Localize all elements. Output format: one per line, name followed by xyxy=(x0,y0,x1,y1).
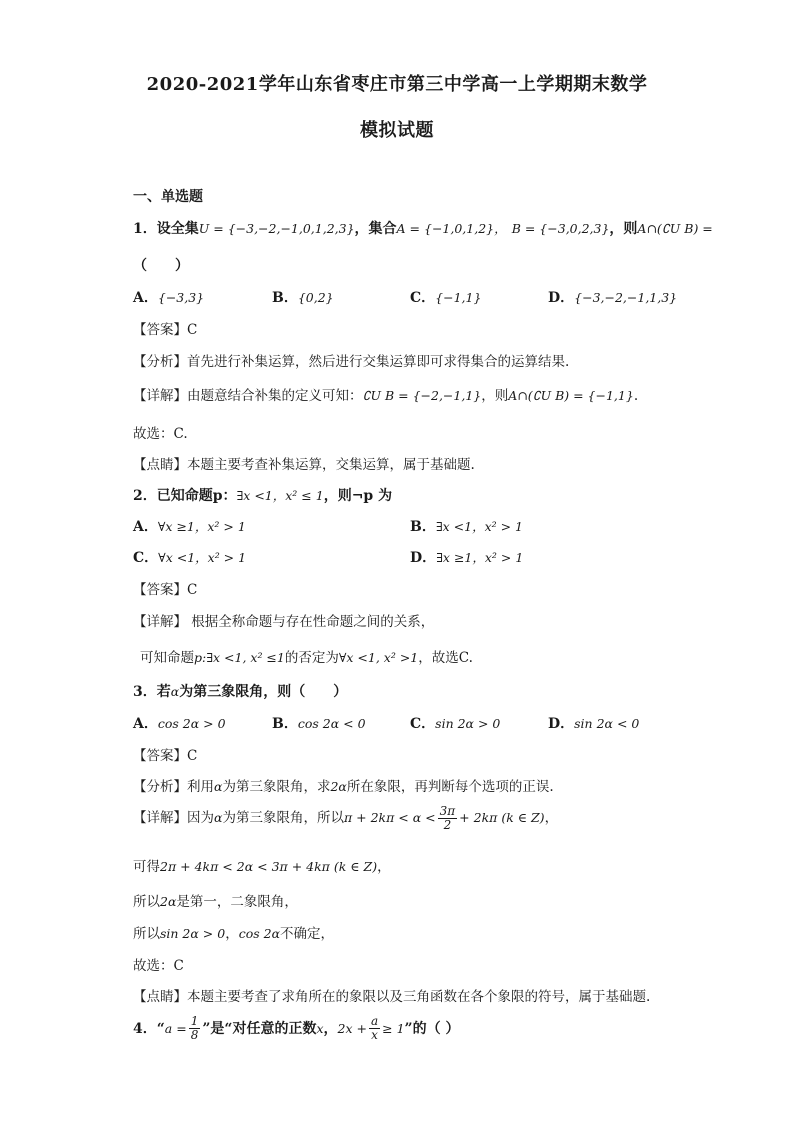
q1-option-d xyxy=(548,287,677,307)
q1-option-b xyxy=(272,287,334,307)
q3-option-a xyxy=(133,713,226,733)
q4-suffix: ”的（ ） xyxy=(404,1021,460,1037)
q4-math: x xyxy=(316,1021,324,1036)
q1-detail xyxy=(133,384,638,404)
q1-then: ，则 xyxy=(609,221,638,237)
q4-comma: ， xyxy=(323,1021,338,1037)
option-label: A． xyxy=(133,290,158,306)
analysis-math: 2α xyxy=(330,779,347,794)
detail-tag: 【详解】 xyxy=(133,614,187,630)
answer-value: C xyxy=(187,582,198,598)
comment-text: 本题主要考查了求角所在的象限以及三角函数在各个象限的符号，属于基础题. xyxy=(187,989,651,1005)
option-label: D． xyxy=(548,290,575,306)
option-label: C． xyxy=(410,290,436,306)
detail-text: 可得 xyxy=(133,859,160,875)
option-value: cos 2α > 0 xyxy=(157,716,226,731)
fraction-denominator: 2 xyxy=(443,818,452,832)
analysis-text: 为第三象限角，求 xyxy=(222,779,331,795)
option-value: ∀x <1，x² > 1 xyxy=(158,550,247,565)
analysis-tag: 【分析】 xyxy=(133,779,187,795)
detail-text: . xyxy=(633,388,639,404)
q3-alpha: α xyxy=(170,684,180,699)
analysis-text: 利用 xyxy=(187,779,214,795)
q3-line-2 xyxy=(133,855,391,875)
option-value: {−3,3} xyxy=(157,290,205,305)
fraction-numerator: 1 xyxy=(190,1014,199,1028)
q2-option-d xyxy=(410,547,523,567)
option-label: C． xyxy=(410,716,436,732)
section-header: 一、单选题 xyxy=(133,189,203,205)
detail-text: 所以 xyxy=(133,894,160,910)
q1-paren: （ ） xyxy=(133,258,189,274)
fraction-numerator: a xyxy=(370,1014,379,1028)
q3-detail xyxy=(133,805,558,832)
detail-math: ∀x <1, x² >1 xyxy=(338,650,419,665)
detail-text: ，故选C. xyxy=(418,650,473,666)
detail-text: 为第三象限角，所以 xyxy=(222,810,344,826)
fraction xyxy=(189,1015,201,1042)
answer-value: C xyxy=(187,322,198,338)
q1-set-u: U = {−3,−2,−1,0,1,2,3} xyxy=(198,221,355,236)
detail-text: 可知命题 xyxy=(140,650,194,666)
analysis-text: 所在象限，再判断每个选项的正误. xyxy=(346,779,554,795)
q1-set-b: B = {−3,0,2,3} xyxy=(511,221,610,236)
detail-text: 由题意结合补集的定义可知： xyxy=(187,388,363,404)
detail-math: sin 2α > 0 xyxy=(160,926,226,941)
detail-text: ， xyxy=(544,810,559,826)
detail-tag: 【详解】 xyxy=(133,810,187,826)
option-label: B． xyxy=(272,290,298,306)
q2-option-c xyxy=(133,547,246,567)
question-4-stem xyxy=(133,1015,459,1042)
option-label: B． xyxy=(272,716,298,732)
detail-tag: 【详解】 xyxy=(133,388,187,404)
q2-option-b xyxy=(410,516,523,536)
option-label: B． xyxy=(410,519,436,535)
fraction-denominator: x xyxy=(371,1028,378,1042)
fraction xyxy=(369,1015,380,1042)
option-label: A． xyxy=(133,519,158,535)
analysis-text: 首先进行补集运算，然后进行交集运算即可求得集合的运算结果. xyxy=(187,354,570,370)
option-value: cos 2α < 0 xyxy=(297,716,366,731)
q3-suffix: 为第三象限角，则（ ） xyxy=(179,684,348,700)
q3-line-3 xyxy=(133,890,298,910)
page-subtitle: 模拟试题 xyxy=(360,120,434,141)
option-label: D． xyxy=(410,550,437,566)
detail-text: ， xyxy=(225,926,239,942)
question-2-stem xyxy=(133,485,392,505)
comment-tag: 【点睛】 xyxy=(133,457,187,473)
detail-math: cos 2α xyxy=(238,926,281,941)
option-label: C． xyxy=(133,550,159,566)
q4-math: a = xyxy=(164,1021,187,1036)
detail-text: 所以 xyxy=(133,926,160,942)
q4-math: 2x + xyxy=(337,1021,367,1036)
detail-text: 不确定， xyxy=(280,926,335,942)
fraction-numerator: 3π xyxy=(439,804,456,818)
answer-tag: 【答案】 xyxy=(133,748,187,764)
comment-tag: 【点睛】 xyxy=(133,989,187,1005)
option-value: {−3,−2,−1,1,3} xyxy=(574,290,678,305)
q4-mid: ”是“对任意的正数 xyxy=(202,1021,317,1037)
q3-option-b xyxy=(272,713,366,733)
answer-tag: 【答案】 xyxy=(133,322,187,338)
answer-tag: 【答案】 xyxy=(133,582,187,598)
detail-math: α xyxy=(214,810,223,825)
detail-text: 根据全称命题与存在性命题之间的关系， xyxy=(191,614,435,630)
q3-answer xyxy=(133,744,197,764)
q1-choose: 故选：C. xyxy=(133,426,188,442)
q1-answer xyxy=(133,318,197,338)
q4-prefix: 4．“ xyxy=(133,1021,165,1037)
option-label: D． xyxy=(548,716,575,732)
option-value: {0,2} xyxy=(297,290,334,305)
option-value: ∀x ≥1，x² > 1 xyxy=(157,519,246,534)
detail-math: + 2kπ (k ∈ Z) xyxy=(459,810,545,825)
q3-comment xyxy=(133,985,650,1005)
detail-math: ∁U B = {−2,−1,1} xyxy=(362,388,482,403)
q1-comment xyxy=(133,453,475,473)
detail-math: π + 2kπ < α < xyxy=(343,810,436,825)
answer-value: C xyxy=(187,748,198,764)
analysis-math: α xyxy=(214,779,223,794)
page-title: 2020-2021学年山东省枣庄市第三中学高一上学期期末数学 xyxy=(146,74,648,95)
q2-prefix: 2．已知命题p： xyxy=(133,488,237,504)
detail-text: 是第一，二象限角， xyxy=(176,894,298,910)
fraction-denominator: 8 xyxy=(190,1028,199,1042)
analysis-tag: 【分析】 xyxy=(133,354,187,370)
q2-suffix: ，则¬p 为 xyxy=(323,488,393,504)
q1-option-a xyxy=(133,287,204,307)
q2-answer xyxy=(133,578,197,598)
comment-text: 本题主要考查补集运算，交集运算，属于基础题. xyxy=(187,457,475,473)
detail-math: p:∃x <1, x² ≤1 xyxy=(194,650,285,665)
option-value: ∃x ≥1，x² > 1 xyxy=(436,550,524,565)
q1-analysis xyxy=(133,350,569,370)
q2-detail-2 xyxy=(140,646,473,666)
option-value: ∃x <1，x² > 1 xyxy=(435,519,524,534)
q1-set-a: A = {−1,0,1,2}， xyxy=(396,221,507,236)
detail-text: 因为 xyxy=(187,810,214,826)
detail-text: ， xyxy=(377,859,391,875)
q2-detail xyxy=(133,610,434,630)
question-3-stem xyxy=(133,681,347,701)
q1-expr: A∩(∁U B) = xyxy=(637,221,713,236)
fraction xyxy=(438,805,458,832)
q3-option-c xyxy=(410,713,500,733)
option-label: A． xyxy=(133,716,158,732)
q3-choose: 故选：C xyxy=(133,958,184,974)
detail-text: 的否定为 xyxy=(284,650,339,666)
q2-option-a xyxy=(133,516,246,536)
q3-prefix: 3．若 xyxy=(133,684,171,700)
option-value: {−1,1} xyxy=(435,290,482,305)
detail-math: 2π + 4kπ < 2α < 3π + 4kπ (k ∈ Z) xyxy=(160,859,378,874)
option-value: sin 2α > 0 xyxy=(435,716,501,731)
option-value: sin 2α < 0 xyxy=(574,716,640,731)
q1-option-c xyxy=(410,287,481,307)
q3-line-4 xyxy=(133,922,334,942)
q3-option-d xyxy=(548,713,639,733)
q2-proposition: ∃x <1，x² ≤ 1 xyxy=(236,488,324,503)
q1-prefix: 1．设全集 xyxy=(133,221,199,237)
q3-analysis xyxy=(133,775,554,795)
detail-math: 2α xyxy=(160,894,177,909)
question-1-stem xyxy=(133,218,713,238)
detail-math: A∩(∁U B) = {−1,1} xyxy=(508,388,634,403)
detail-text: ，则 xyxy=(481,388,509,404)
q4-math: ≥ 1 xyxy=(382,1021,405,1036)
q1-mid: ，集合 xyxy=(354,221,397,237)
